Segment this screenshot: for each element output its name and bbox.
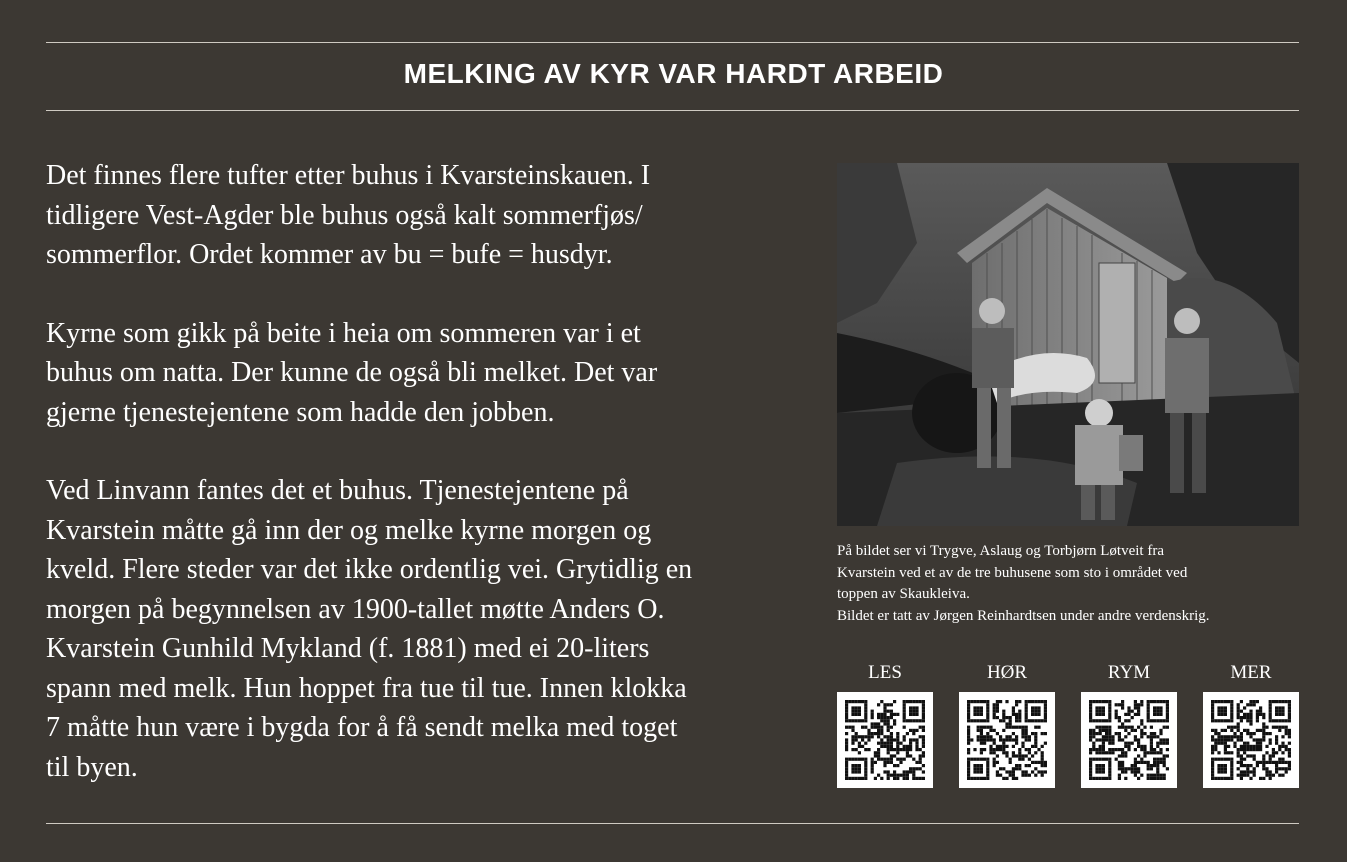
paragraph-line: sommerflor. Ordet kommer av bu = bufe = husdyr. [46, 239, 613, 270]
paragraph-line: morgen på begynnelsen av 1900-tallet møtte Anders O. [46, 593, 665, 625]
paragraph-line: spann med melk. Hun hoppet fra tue til tue. Innen klokka [46, 672, 687, 704]
qr-code-icon[interactable] [837, 692, 933, 788]
qr-label: LES [868, 662, 902, 683]
paragraph-line: til byen. [46, 751, 138, 783]
qr-label: MER [1230, 662, 1272, 683]
paragraph-2 [46, 314, 816, 433]
paragraph-3 [46, 471, 816, 787]
paragraph-line: gjerne tjenestejentene som hadde den jobben. [46, 396, 555, 428]
caption-line: Bildet er tatt av Jørgen Reinhardtsen under andre verdenskrig. [837, 607, 1210, 624]
qr-label: RYM [1107, 662, 1151, 683]
paragraph-line: Kyrne som gikk på beite i heia om sommeren var i et [46, 317, 641, 349]
caption-line: På bildet ser vi Trygve, Aslaug og Torbjørn Løtveit fra [837, 543, 1164, 559]
qr-label: HØR [986, 662, 1028, 683]
qr-rym[interactable] [1081, 662, 1177, 788]
bottom-divider [46, 823, 1299, 824]
paragraph-1 [46, 156, 816, 275]
top-divider [46, 42, 1299, 43]
historic-photo [837, 163, 1299, 526]
paragraph-line: tidligere Vest-Agder ble buhus også kalt sommerfjøs/ [46, 199, 643, 231]
paragraph-line: Kvarstein Gunhild Mykland (f. 1881) med ei 20-liters [46, 633, 650, 664]
body-text [46, 156, 816, 826]
qr-code-icon[interactable] [1081, 692, 1177, 788]
photo-caption [837, 541, 1307, 627]
paragraph-line: Kvarstein måtte gå inn der og melke kyrne morgen og [46, 514, 652, 546]
caption-line: Kvarstein ved et av de tre buhusene som sto i området ved [837, 564, 1188, 581]
paragraph-line: 7 måtte hun være i bygda for å få sendt melka med toget [46, 712, 678, 743]
qr-mer[interactable] [1203, 662, 1299, 788]
qr-hor[interactable] [959, 662, 1055, 788]
paragraph-line: Det finnes flere tufter etter buhus i Kvarsteinskauen. I [46, 160, 651, 191]
qr-les[interactable] [837, 662, 933, 788]
paragraph-line: kveld. Flere steder var det ikke ordentlig vei. Grytidlig en [46, 554, 693, 585]
title-divider [46, 110, 1299, 111]
page-title: MELKING AV KYR VAR HARDT ARBEID [403, 58, 944, 89]
caption-line: toppen av Skaukleiva. [837, 586, 970, 602]
qr-code-icon[interactable] [1203, 692, 1299, 788]
paragraph-line: buhus om natta. Der kunne de også bli melket. Det var [46, 357, 658, 388]
qr-code-icon[interactable] [959, 692, 1055, 788]
paragraph-line: Ved Linvann fantes det et buhus. Tjenestejentene på [46, 475, 629, 506]
